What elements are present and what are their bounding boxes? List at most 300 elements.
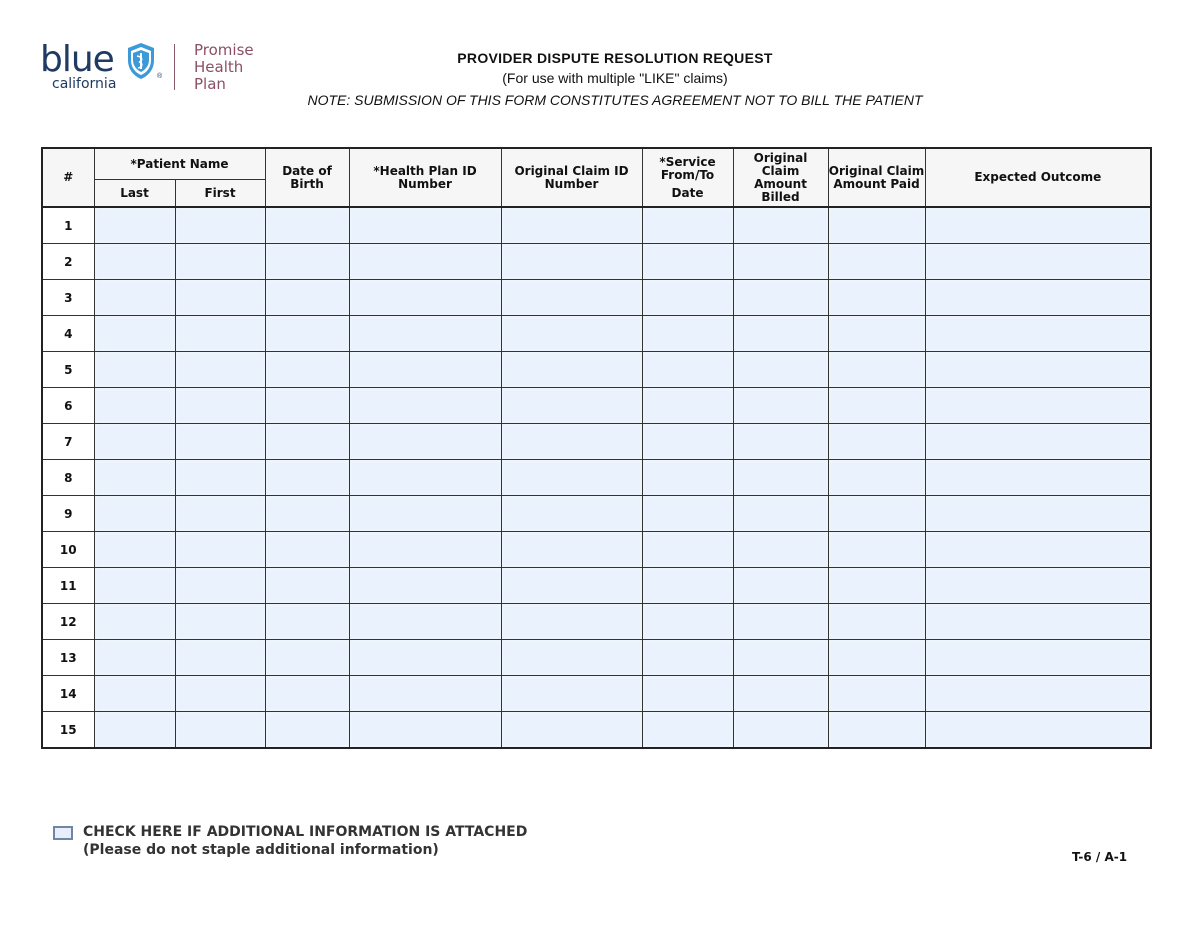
row-number: 12 xyxy=(42,604,94,640)
amount-paid-input[interactable] xyxy=(831,319,923,349)
service-date-input[interactable] xyxy=(645,715,731,745)
date-of-birth-input[interactable] xyxy=(268,643,347,673)
last-name-input[interactable] xyxy=(97,427,173,457)
amount-paid-input[interactable] xyxy=(831,463,923,493)
cell-service-date xyxy=(642,496,733,532)
header-first-name: First xyxy=(175,180,265,208)
health-plan-id-input[interactable] xyxy=(352,679,499,709)
cell-amount-paid xyxy=(828,244,925,280)
row-number: 8 xyxy=(42,460,94,496)
table-row xyxy=(42,604,1151,640)
cell-last-name xyxy=(94,280,175,316)
amount-paid-input[interactable] xyxy=(831,247,923,277)
first-name-input[interactable] xyxy=(178,679,263,709)
row-number: 13 xyxy=(42,640,94,676)
amount-billed-input[interactable] xyxy=(736,283,826,313)
cell-expected-outcome xyxy=(925,712,1151,749)
health-plan-id-input[interactable] xyxy=(352,535,499,565)
cell-claim-id xyxy=(501,388,642,424)
claim-id-input[interactable] xyxy=(504,391,640,421)
cell-amount-billed xyxy=(733,604,828,640)
amount-billed-input[interactable] xyxy=(736,319,826,349)
first-name-input[interactable] xyxy=(178,535,263,565)
amount-billed-input[interactable] xyxy=(736,679,826,709)
cell-first-name xyxy=(175,316,265,352)
cell-first-name xyxy=(175,712,265,749)
table-row xyxy=(42,676,1151,712)
logo-plan-line2: Health xyxy=(194,58,244,76)
first-name-input[interactable] xyxy=(178,247,263,277)
cell-date-of-birth xyxy=(265,604,349,640)
service-date-input[interactable] xyxy=(645,643,731,673)
header-billed-line2: Amount Billed xyxy=(754,176,807,204)
table-row xyxy=(42,640,1151,676)
cell-health-plan-id xyxy=(349,604,501,640)
cell-claim-id xyxy=(501,496,642,532)
amount-paid-input[interactable] xyxy=(831,211,923,241)
header-amount-paid xyxy=(828,148,925,207)
header-amount-billed xyxy=(733,148,828,207)
cell-claim-id xyxy=(501,280,642,316)
first-name-input[interactable] xyxy=(178,643,263,673)
row-number: 3 xyxy=(42,280,94,316)
health-plan-id-input[interactable] xyxy=(352,355,499,385)
date-of-birth-input[interactable] xyxy=(268,247,347,277)
cell-date-of-birth xyxy=(265,244,349,280)
claim-id-input[interactable] xyxy=(504,571,640,601)
cell-expected-outcome xyxy=(925,496,1151,532)
cell-amount-paid xyxy=(828,388,925,424)
cell-amount-billed xyxy=(733,388,828,424)
cell-amount-paid xyxy=(828,532,925,568)
cell-expected-outcome xyxy=(925,316,1151,352)
last-name-input[interactable] xyxy=(97,463,173,493)
first-name-input[interactable] xyxy=(178,463,263,493)
amount-paid-input[interactable] xyxy=(831,391,923,421)
date-of-birth-input[interactable] xyxy=(268,391,347,421)
logo-divider xyxy=(174,44,175,90)
date-of-birth-input[interactable] xyxy=(268,679,347,709)
cell-amount-paid xyxy=(828,207,925,244)
amount-paid-input[interactable] xyxy=(831,427,923,457)
first-name-input[interactable] xyxy=(178,715,263,745)
health-plan-id-input[interactable] xyxy=(352,643,499,673)
claim-id-input[interactable] xyxy=(504,247,640,277)
amount-billed-input[interactable] xyxy=(736,715,826,745)
last-name-input[interactable] xyxy=(97,355,173,385)
cell-last-name xyxy=(94,207,175,244)
expected-outcome-input[interactable] xyxy=(928,535,1149,565)
cell-date-of-birth xyxy=(265,496,349,532)
cell-service-date xyxy=(642,352,733,388)
date-of-birth-input[interactable] xyxy=(268,715,347,745)
health-plan-id-input[interactable] xyxy=(352,247,499,277)
amount-paid-input[interactable] xyxy=(831,499,923,529)
cell-service-date xyxy=(642,460,733,496)
service-date-input[interactable] xyxy=(645,211,731,241)
cell-claim-id xyxy=(501,424,642,460)
cell-claim-id xyxy=(501,352,642,388)
cell-expected-outcome xyxy=(925,388,1151,424)
service-date-input[interactable] xyxy=(645,499,731,529)
cell-health-plan-id xyxy=(349,207,501,244)
cell-health-plan-id xyxy=(349,532,501,568)
service-date-input[interactable] xyxy=(645,571,731,601)
cell-service-date xyxy=(642,712,733,749)
expected-outcome-input[interactable] xyxy=(928,427,1149,457)
cell-amount-paid xyxy=(828,604,925,640)
cell-first-name xyxy=(175,460,265,496)
last-name-input[interactable] xyxy=(97,535,173,565)
last-name-input[interactable] xyxy=(97,211,173,241)
cell-first-name xyxy=(175,207,265,244)
date-of-birth-input[interactable] xyxy=(268,499,347,529)
first-name-input[interactable] xyxy=(178,571,263,601)
cell-date-of-birth xyxy=(265,712,349,749)
row-number: 10 xyxy=(42,532,94,568)
service-date-input[interactable] xyxy=(645,283,731,313)
claim-id-input[interactable] xyxy=(504,643,640,673)
health-plan-id-input[interactable] xyxy=(352,571,499,601)
cell-claim-id xyxy=(501,460,642,496)
expected-outcome-input[interactable] xyxy=(928,715,1149,745)
cell-date-of-birth xyxy=(265,568,349,604)
logo-brand: blue xyxy=(40,39,114,80)
header-service-line2: From/To xyxy=(660,167,715,182)
cell-amount-paid xyxy=(828,640,925,676)
header-service-date xyxy=(642,148,733,207)
cell-last-name xyxy=(94,568,175,604)
service-date-input[interactable] xyxy=(645,679,731,709)
logo-plan-line1: Promise xyxy=(194,41,254,59)
row-number: 6 xyxy=(42,388,94,424)
claim-id-input[interactable] xyxy=(504,679,640,709)
expected-outcome-input[interactable] xyxy=(928,571,1149,601)
amount-billed-input[interactable] xyxy=(736,535,826,565)
claim-id-input[interactable] xyxy=(504,427,640,457)
health-plan-id-input[interactable] xyxy=(352,463,499,493)
amount-billed-input[interactable] xyxy=(736,463,826,493)
last-name-input[interactable] xyxy=(97,643,173,673)
cell-health-plan-id xyxy=(349,568,501,604)
cell-amount-paid xyxy=(828,352,925,388)
health-plan-id-input[interactable] xyxy=(352,499,499,529)
cell-amount-paid xyxy=(828,712,925,749)
amount-billed-input[interactable] xyxy=(736,607,826,637)
expected-outcome-input[interactable] xyxy=(928,247,1149,277)
cell-service-date xyxy=(642,388,733,424)
amount-billed-input[interactable] xyxy=(736,643,826,673)
cell-first-name xyxy=(175,352,265,388)
cell-amount-paid xyxy=(828,316,925,352)
table-row xyxy=(42,532,1151,568)
header-service-line1: *Service xyxy=(659,154,716,169)
cell-health-plan-id xyxy=(349,424,501,460)
service-date-input[interactable] xyxy=(645,427,731,457)
cell-first-name xyxy=(175,244,265,280)
cell-health-plan-id xyxy=(349,316,501,352)
last-name-input[interactable] xyxy=(97,319,173,349)
service-date-input[interactable] xyxy=(645,535,731,565)
cell-date-of-birth xyxy=(265,316,349,352)
table-row xyxy=(42,712,1151,749)
last-name-input[interactable] xyxy=(97,247,173,277)
cell-expected-outcome xyxy=(925,280,1151,316)
cell-date-of-birth xyxy=(265,424,349,460)
cell-claim-id xyxy=(501,244,642,280)
registered-mark: ® xyxy=(157,73,163,80)
additional-info-note: (Please do not staple additional information) xyxy=(83,842,439,858)
first-name-input[interactable] xyxy=(178,319,263,349)
cell-first-name xyxy=(175,568,265,604)
claim-id-input[interactable] xyxy=(504,319,640,349)
header-patient-name: *Patient Name xyxy=(94,148,265,180)
amount-billed-input[interactable] xyxy=(736,571,826,601)
health-plan-id-input[interactable] xyxy=(352,427,499,457)
claim-id-input[interactable] xyxy=(504,535,640,565)
last-name-input[interactable] xyxy=(97,715,173,745)
health-plan-id-input[interactable] xyxy=(352,391,499,421)
amount-billed-input[interactable] xyxy=(736,247,826,277)
amount-paid-input[interactable] xyxy=(831,283,923,313)
logo-region: california xyxy=(52,76,117,92)
cell-claim-id xyxy=(501,712,642,749)
amount-paid-input[interactable] xyxy=(831,607,923,637)
cell-health-plan-id xyxy=(349,280,501,316)
cell-expected-outcome xyxy=(925,460,1151,496)
cell-first-name xyxy=(175,640,265,676)
expected-outcome-input[interactable] xyxy=(928,319,1149,349)
service-date-input[interactable] xyxy=(645,463,731,493)
cell-amount-billed xyxy=(733,280,828,316)
date-of-birth-input[interactable] xyxy=(268,427,347,457)
cell-amount-billed xyxy=(733,568,828,604)
cell-service-date xyxy=(642,676,733,712)
first-name-input[interactable] xyxy=(178,427,263,457)
amount-billed-input[interactable] xyxy=(736,427,826,457)
cell-service-date xyxy=(642,568,733,604)
cell-amount-billed xyxy=(733,496,828,532)
table-row xyxy=(42,496,1151,532)
amount-billed-input[interactable] xyxy=(736,499,826,529)
cell-claim-id xyxy=(501,568,642,604)
cell-amount-billed xyxy=(733,316,828,352)
health-plan-id-input[interactable] xyxy=(352,319,499,349)
amount-billed-input[interactable] xyxy=(736,355,826,385)
date-of-birth-input[interactable] xyxy=(268,319,347,349)
header-claim-id-line1: Original Claim ID xyxy=(514,163,629,178)
cell-expected-outcome xyxy=(925,532,1151,568)
header-paid-line1: Original Claim xyxy=(828,163,925,178)
header-service-line3: Date xyxy=(671,185,704,200)
cell-expected-outcome xyxy=(925,604,1151,640)
cell-expected-outcome xyxy=(925,244,1151,280)
cell-expected-outcome xyxy=(925,424,1151,460)
health-plan-id-input[interactable] xyxy=(352,715,499,745)
claim-id-input[interactable] xyxy=(504,607,640,637)
cell-amount-billed xyxy=(733,712,828,749)
health-plan-id-input[interactable] xyxy=(352,283,499,313)
amount-billed-input[interactable] xyxy=(736,391,826,421)
amount-paid-input[interactable] xyxy=(831,571,923,601)
header-health-plan-id xyxy=(349,148,501,207)
last-name-input[interactable] xyxy=(97,499,173,529)
header-original-claim-id xyxy=(501,148,642,207)
date-of-birth-input[interactable] xyxy=(268,355,347,385)
expected-outcome-input[interactable] xyxy=(928,391,1149,421)
table-row xyxy=(42,316,1151,352)
row-number: 2 xyxy=(42,244,94,280)
last-name-input[interactable] xyxy=(97,571,173,601)
cell-last-name xyxy=(94,676,175,712)
cell-date-of-birth xyxy=(265,207,349,244)
last-name-input[interactable] xyxy=(97,391,173,421)
cell-first-name xyxy=(175,388,265,424)
cell-health-plan-id xyxy=(349,352,501,388)
cell-amount-billed xyxy=(733,207,828,244)
service-date-input[interactable] xyxy=(645,391,731,421)
row-number: 9 xyxy=(42,496,94,532)
additional-info-checkbox[interactable] xyxy=(53,826,73,840)
claim-id-input[interactable] xyxy=(504,211,640,241)
expected-outcome-input[interactable] xyxy=(928,463,1149,493)
last-name-input[interactable] xyxy=(97,283,173,313)
cell-last-name xyxy=(94,460,175,496)
date-of-birth-input[interactable] xyxy=(268,211,347,241)
cell-service-date xyxy=(642,604,733,640)
form-subtitle: (For use with multiple "LIKE" claims) xyxy=(502,70,728,86)
header-last-name: Last xyxy=(94,180,175,208)
first-name-input[interactable] xyxy=(178,355,263,385)
claim-id-input[interactable] xyxy=(504,283,640,313)
expected-outcome-input[interactable] xyxy=(928,643,1149,673)
cell-expected-outcome xyxy=(925,640,1151,676)
row-number: 7 xyxy=(42,424,94,460)
cell-date-of-birth xyxy=(265,532,349,568)
expected-outcome-input[interactable] xyxy=(928,211,1149,241)
date-of-birth-input[interactable] xyxy=(268,571,347,601)
cell-last-name xyxy=(94,532,175,568)
first-name-input[interactable] xyxy=(178,391,263,421)
table-row xyxy=(42,352,1151,388)
expected-outcome-input[interactable] xyxy=(928,355,1149,385)
cell-claim-id xyxy=(501,604,642,640)
amount-billed-input[interactable] xyxy=(736,211,826,241)
cell-amount-billed xyxy=(733,352,828,388)
cell-date-of-birth xyxy=(265,352,349,388)
cell-amount-paid xyxy=(828,676,925,712)
expected-outcome-input[interactable] xyxy=(928,679,1149,709)
date-of-birth-input[interactable] xyxy=(268,535,347,565)
form-code: T-6 / A-1 xyxy=(1072,850,1128,864)
health-plan-id-input[interactable] xyxy=(352,607,499,637)
cell-health-plan-id xyxy=(349,676,501,712)
table-row xyxy=(42,424,1151,460)
row-number: 5 xyxy=(42,352,94,388)
date-of-birth-input[interactable] xyxy=(268,283,347,313)
first-name-input[interactable] xyxy=(178,607,263,637)
first-name-input[interactable] xyxy=(178,283,263,313)
cell-amount-billed xyxy=(733,676,828,712)
amount-paid-input[interactable] xyxy=(831,679,923,709)
amount-paid-input[interactable] xyxy=(831,715,923,745)
cell-amount-paid xyxy=(828,496,925,532)
cell-service-date xyxy=(642,280,733,316)
amount-paid-input[interactable] xyxy=(831,355,923,385)
logo-plan-name xyxy=(194,42,254,93)
additional-info-label: CHECK HERE IF ADDITIONAL INFORMATION IS ATTACHED xyxy=(83,824,528,840)
cell-amount-billed xyxy=(733,244,828,280)
cell-last-name xyxy=(94,424,175,460)
header-expected-outcome: Expected Outcome xyxy=(925,148,1151,207)
cell-amount-paid xyxy=(828,424,925,460)
header-plan-id-line1: *Health Plan ID xyxy=(373,163,477,178)
cell-claim-id xyxy=(501,207,642,244)
cell-last-name xyxy=(94,388,175,424)
health-plan-id-input[interactable] xyxy=(352,211,499,241)
cell-date-of-birth xyxy=(265,676,349,712)
cell-date-of-birth xyxy=(265,280,349,316)
cell-claim-id xyxy=(501,640,642,676)
date-of-birth-input[interactable] xyxy=(268,607,347,637)
table-row xyxy=(42,280,1151,316)
header-plan-id-line2: Number xyxy=(398,176,452,191)
expected-outcome-input[interactable] xyxy=(928,283,1149,313)
cell-last-name xyxy=(94,352,175,388)
expected-outcome-input[interactable] xyxy=(928,607,1149,637)
cell-last-name xyxy=(94,244,175,280)
date-of-birth-input[interactable] xyxy=(268,463,347,493)
cell-service-date xyxy=(642,532,733,568)
last-name-input[interactable] xyxy=(97,607,173,637)
cell-amount-billed xyxy=(733,460,828,496)
cell-health-plan-id xyxy=(349,244,501,280)
cell-amount-billed xyxy=(733,424,828,460)
amount-paid-input[interactable] xyxy=(831,535,923,565)
cell-amount-paid xyxy=(828,568,925,604)
logo xyxy=(40,40,270,96)
expected-outcome-input[interactable] xyxy=(928,499,1149,529)
cell-first-name xyxy=(175,676,265,712)
form-note: NOTE: SUBMISSION OF THIS FORM CONSTITUTES AGREEMENT NOT TO BILL THE PATIENT xyxy=(307,92,923,108)
service-date-input[interactable] xyxy=(645,319,731,349)
claim-id-input[interactable] xyxy=(504,499,640,529)
table-row xyxy=(42,568,1151,604)
claim-id-input[interactable] xyxy=(504,715,640,745)
cell-date-of-birth xyxy=(265,640,349,676)
header-dob-line2: Birth xyxy=(290,176,324,191)
table-row xyxy=(42,388,1151,424)
cell-expected-outcome xyxy=(925,207,1151,244)
row-number: 14 xyxy=(42,676,94,712)
first-name-input[interactable] xyxy=(178,499,263,529)
amount-paid-input[interactable] xyxy=(831,643,923,673)
claim-id-input[interactable] xyxy=(504,355,640,385)
last-name-input[interactable] xyxy=(97,679,173,709)
service-date-input[interactable] xyxy=(645,607,731,637)
cell-date-of-birth xyxy=(265,388,349,424)
claim-id-input[interactable] xyxy=(504,463,640,493)
cell-service-date xyxy=(642,316,733,352)
cell-service-date xyxy=(642,207,733,244)
cell-amount-billed xyxy=(733,640,828,676)
service-date-input[interactable] xyxy=(645,355,731,385)
claims-table xyxy=(41,147,1152,749)
header-number: # xyxy=(42,148,94,207)
service-date-input[interactable] xyxy=(645,247,731,277)
first-name-input[interactable] xyxy=(178,211,263,241)
cell-health-plan-id xyxy=(349,640,501,676)
